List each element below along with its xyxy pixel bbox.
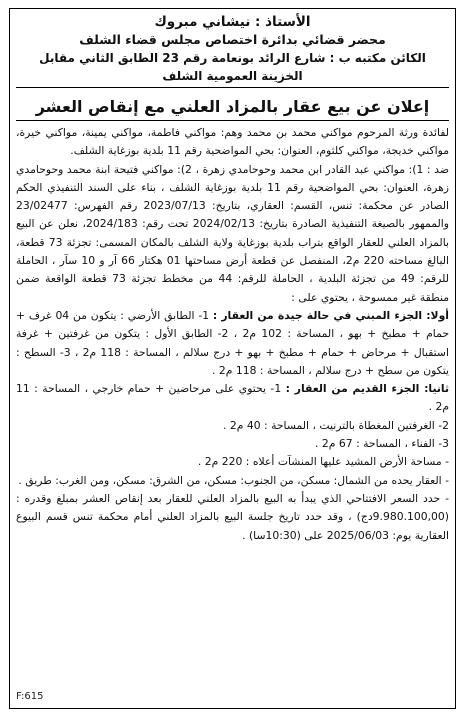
office-address: الكائن مكتبه ب : شارع الرائد بونعامة رقم 23 الطابق الثاني مقابل — [39, 51, 426, 65]
notice-page — [9, 8, 456, 709]
list-item: - حدد السعر الافتتاحي الذي يبدأ به البيع بالمزاد العلني للعقار بعد إنقاص العشر بمبلغ وقدره : (9.980.100,00دج) ، وقد حدد تاريخ جلسة البيع بالمزاد العلني أمام محكمة تنس قسم البيوع العقارية يوم: 2025/06/03 على (10:30سا) . — [16, 491, 449, 542]
list-item: - مساحة الأرض المشيد عليها المنشآت أعلاه : 220 م2 . — [197, 455, 449, 469]
notice-title: إعلان عن بيع عقار بالمزاد العلني مع إنقاص العشر — [16, 92, 449, 121]
section-old-text: 1- يحتوي على مرحاضين + حمام خارجي ، المساحة : 11 م2 . — [16, 382, 449, 414]
section-built-text: 1- الطابق الأرضي : يتكون من 04 غرف + حمام + مطبخ + بهو ، المساحة : 102 م2 ، 2- الطابق الأول : يتكون من غرفتين + غرفة استقبال + مرحاض + حمام + مطبخ + بهو + درج سلالم ، المساحة : 118 م2 ، 3- السطح : يتكون من سطح + درج سلالم ، المساحة : 118 م2 . — [16, 308, 449, 377]
notice-body — [10, 121, 455, 545]
list-item: 2- الغرفتين المغطاة بالترنيت ، المساحة : 40 م2 . — [222, 418, 449, 432]
bailiff-name: الأستاذ : نيشاني مبروك — [154, 14, 311, 30]
reference-code: F:615 — [16, 691, 44, 702]
section-built-lead: أولا: الجزء المبني في حالة جيدة من العقار : — [212, 308, 449, 322]
list-item: 3- الفناء ، المساحة : 67 م2 . — [315, 437, 449, 451]
office-address-cont: الخزينة العمومية الشلف — [162, 69, 303, 83]
against-paragraph: ضد : 1): مواكني عبد القادر ابن محمد وحوحامدي زهرة ، 2): مواكني فتيحة ابنة محمد وحوحامدي زهرة، العنوان: بحي المواضحية رقم 11 بلدية بوزغاية الشلف ، بناء على السند التنفيذي الحكم الصادر عن محكمة: تنس، القسم: العقاري، بتاريخ: 2023/07/13 رقم الفهرس: 23/02477 والممهور بالصيغة التنفيذية الصادرة بتاريخ: 2024/02/13 تحت رقم: 2024/183، نعلن عن البيع بالمزاد العلني للعقار الواقع بتراب بلدية بوزغاية ولاية الشلف بالمكان المسمى: تجزئة 73 قطعة، البالغ مساحته 220 م2، المنفصل عن قطعة أرض مساحتها 01 هكتار 66 آر و 10 سآر ، الحاملة للرقم: 49 من تجزئة البلدية ، الحاملة للرقم: 44 من مخطط تجزئة 73 قطعة الواقعة ضمن منطقة غير ممسوحة ، يحتوي على : — [16, 162, 450, 304]
section-old-part — [16, 380, 449, 417]
section-built-part — [16, 307, 449, 380]
header-divider — [16, 87, 449, 88]
header-block — [10, 9, 455, 85]
section-old-lead: ثانيا: الجزء القديم من العقار : — [285, 382, 450, 396]
list-item: - العقار يحده من الشمال: مسكن، من الجنوب: مسكن، من الشرق: مسكن، ومن الغرب: طريق . — [18, 473, 449, 487]
beneficiaries-paragraph: لفائدة ورثة المرحوم مواكني محمد بن محمد وهم: مواكني فاطمة، مواكني يمينة، مواكني خيرة، مواكني خديجة، مواكني كلثوم، العنوان: بحي المواضحية رقم 11 بلدية بوزغاية الشلف. — [16, 126, 449, 158]
bailiff-jurisdiction: محضر قضائي بدائرة اختصاص مجلس قضاء الشلف — [79, 32, 386, 47]
